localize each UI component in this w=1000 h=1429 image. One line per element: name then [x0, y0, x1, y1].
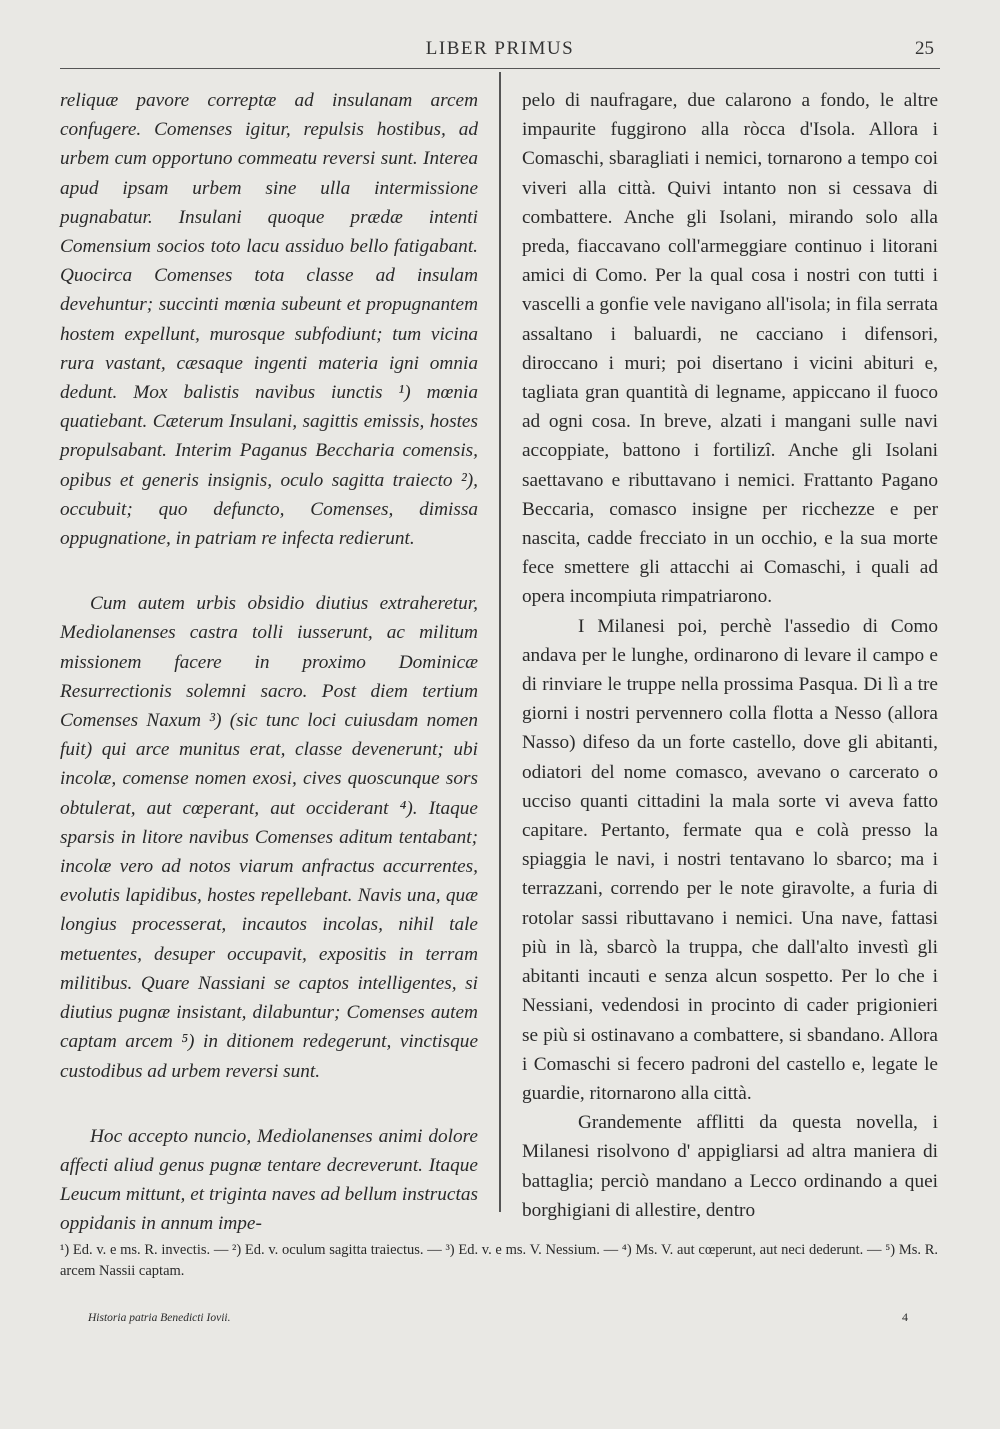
signature-mark: 4: [902, 1310, 908, 1324]
italian-paragraph-3: Grandemente afflitti da questa novella, i Milanesi risolvono d' appigliarsi ad altra maniera di battaglia; perciò mandano a Lecco ordinando a quei borghigiani di allestire, dentro: [522, 1112, 938, 1221]
running-title: LIBER PRIMUS: [425, 38, 575, 59]
column-divider: [499, 72, 501, 1212]
footnotes: [60, 1240, 938, 1282]
latin-paragraph-1: reliquæ pavore correptæ ad insulanam arcem confugere. Comenses igitur, repulsis hostibus, ad urbem cum opportuno commeatu reversi sunt. Interea apud ipsam urbem sine ulla intermissione pugnabatur. Insulani quoque prædæ intenti Comensium socios toto lacu assiduo bello fatigabant. Quocirca Comenses tota classe ad insulam devehuntur; succinti mœnia subeunt et propugnantem hostem expellunt, murosque subfodiunt; tum vicina rura vastant, cæsaque ingenti materia igni omnia dedunt. Mox balistis navibus iunctis ¹) mœnia quatiebant. Cæterum Insulani, sagittis emissis, hostes propulsabant. Interim Paganus Beccharia comensis, opibus et generis insignis, oculo sagitta traiecto ²), occubuit; quo defuncto, Comenses, dimissa oppugnatione, in patriam re infecta redierunt.: [60, 90, 478, 550]
italian-paragraph-2: I Milanesi poi, perchè l'assedio di Como andava per le lunghe, ordinarono di levare il campo e di rinviare le truppe nella prossima Pasqua. Di lì a tre giorni i nostri pervennero colla flotta a Nesso (allora Nasso) difeso da un forte castello, dove gli abitanti, odiatori del nome comasco, avevano o carcerato o ucciso quanti cittadini la mala sorte vi aveva fatto capitare. Pertanto, fermate qua e colà presso la spiaggia le navi, i nostri tentavano lo sbarco; ma i terrazzani, correndo per le note giravolte, a furia di rotolar sassi ributtavano i nemici. Una nave, fattasi più in là, sbarcò la truppa, che dall'alto investì gli abitanti incauti e senza alcun sospetto. Per lo che i Nessiani, vedendosi in procinto di cader prigionieri se più si ostinavano a combattere, si sbandano. Allora i Comaschi si fecero padroni del castello e, legate le guardie, ritornarono alla città.: [522, 615, 938, 1104]
page-number: 25: [915, 38, 934, 59]
running-head: [60, 38, 940, 69]
italian-column: [522, 86, 938, 1225]
footnote-text: ¹) Ed. v. e ms. R. invectis. — ²) Ed. v. oculum sagitta traiectus. — ³) Ed. v. e ms. V. Nessium. — ⁴) Ms. V. aut cœperunt, aut neci dederunt. — ⁵) Ms. R. arcem Nassii captam.: [60, 1242, 938, 1279]
italian-paragraph-1: pelo di naufragare, due calarono a fondo, le altre impaurite fuggirono alla ròcca d'Isola. Allora i Comaschi, sbaragliati i nemici, tornarono a tempo coi viveri alla città. Quivi intanto non si cessava di combattere. Anche gli Isolani, mirando solo alla preda, fiaccavano coll'armeggiare continuo i litorani amici di Como. Per la qual cosa i nostri con tutti i vascelli a gonfie vele navigano all'isola; in fila serrata assaltano i baluardi, ne cacciano i difensori, diroccano i muri; poi disertano i vicini abituri e, tagliata gran quantità di legname, appiccano il fuoco ad ogni cosa. In breve, alzati i mangani sulle navi accoppiate, battono i fortilizî. Anche gli Isolani saettavano e ributtavano i nemici. Frattanto Pagano Beccaria, comasco insigne per ricchezze e per nascita, cadde frecciato in un occhio, e la sua morte fece smettere gli attacchi ai Comaschi, i quali ad opera incompiuta rimpatriarono.: [522, 90, 938, 608]
signature-line: Historia patria Benedicti Iovii.: [88, 1312, 231, 1324]
latin-paragraph-3: Hoc accepto nuncio, Mediolanenses animi dolore affecti aliud genus pugnæ tentare decreverunt. Itaque Leucum mittunt, et triginta naves ad bellum instructas oppidanis in annum impe-: [60, 1125, 478, 1235]
latin-column: [60, 86, 478, 1239]
latin-paragraph-2: Cum autem urbis obsidio diutius extraheretur, Mediolanenses castra tolli iusserunt, ac militum missionem facere in proximo Dominicæ Resurrectionis solemni sacro. Post diem tertium Comenses Naxum ³) (sic tunc loci cuiusdam nomen fuit) qui arce munitus erat, classe devenerunt; ubi incolæ, comense nomen exosi, cives quoscunque sors obtulerat, aut cœperant, aut occiderant ⁴). Itaque sparsis in litore navibus Comenses aditum tentabant; incolæ vero ad notos viarum anfractus accurrentes, evolutis lapidibus, hostes repellebant. Navis una, quæ longius processerat, incautos incolas, nihil tale metuentes, desuper occupavit, expositis in terram militibus. Quare Nassiani se captos intelligentes, si diutius pugnæ insistant, dilabuntur; Comenses autem captam arcem ⁵) in ditionem redegerunt, vinctisque custodibus ad urbem reversi sunt.: [60, 593, 478, 1082]
